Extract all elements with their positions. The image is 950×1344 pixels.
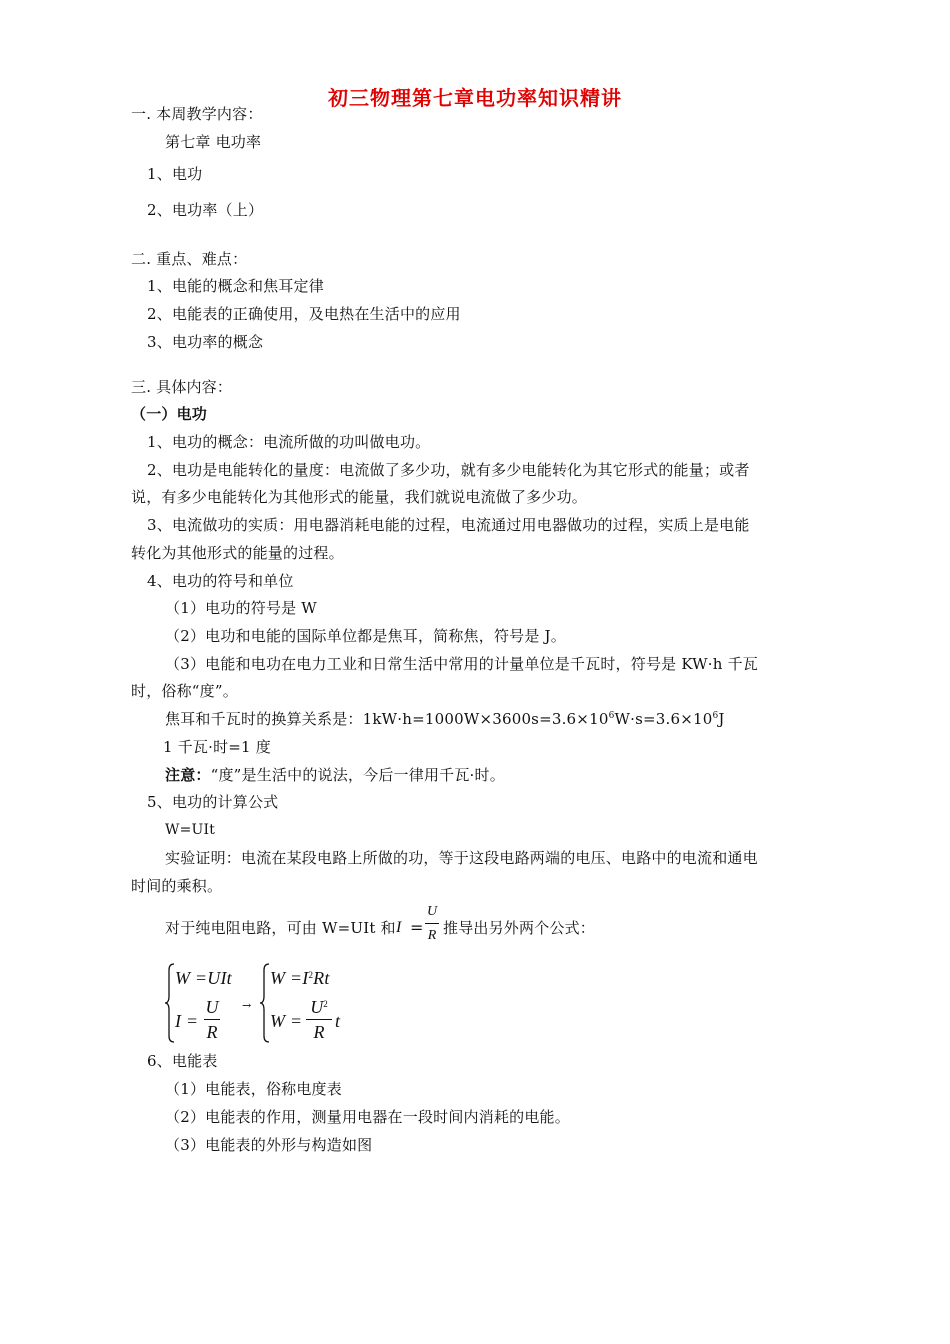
section-1-chapter: 第七章 电功率 xyxy=(165,133,262,151)
paragraph: 对于纯电阻电路，可由 W=UIt 和 xyxy=(165,919,396,937)
fraction-denominator: R xyxy=(313,1022,325,1042)
arrow-icon: → xyxy=(242,999,252,1012)
equation-part: Rt xyxy=(313,968,330,988)
paragraph: 1、电功的概念：电流所做的功叫做电功。 xyxy=(147,433,431,451)
paragraph: （2）电能表的作用，测量用电器在一段时间内消耗的电能。 xyxy=(165,1108,570,1126)
fraction-bar xyxy=(425,923,439,924)
exponent: 6 xyxy=(712,711,719,721)
paragraph: 2、电功是电能转化的量度：电流做了多少功，就有多少电能转化为其它形式的能量；或者 xyxy=(147,461,750,479)
paragraph: 5、电功的计算公式 xyxy=(147,793,279,811)
equation-w-uit: W =UIt xyxy=(175,968,232,988)
equation-i-lhs: I = xyxy=(175,1011,199,1031)
section-2-heading: 二. 重点、难点： xyxy=(131,250,248,268)
paragraph: 时，俗称“度”。 xyxy=(131,682,238,700)
paragraph: 3、电流做功的实质：用电器消耗电能的过程，电流通过用电器做功的过程，实质上是电能 xyxy=(147,516,750,534)
fraction-numerator: U xyxy=(205,997,219,1017)
math-operator: = xyxy=(410,918,424,937)
fraction-numerator: U xyxy=(426,904,438,919)
section-2-item: 3、电功率的概念 xyxy=(147,333,264,351)
paragraph: 说，有多少电能转化为其他形式的能量，我们就说电流做了多少功。 xyxy=(131,488,588,506)
conversion-text: W·s=3.6×10 xyxy=(614,710,713,728)
fraction-bar xyxy=(204,1019,220,1020)
subsection-heading: （一）电功 xyxy=(131,405,208,423)
paragraph: （1）电功的符号是 W xyxy=(165,599,317,617)
note-text: “度”是生活中的说法，今后一律用千瓦·时。 xyxy=(210,766,505,784)
equation-part: W =I xyxy=(270,968,309,988)
document-title: 初三物理第七章电功率知识精讲 xyxy=(328,86,622,110)
paragraph: （1）电能表，俗称电度表 xyxy=(165,1080,342,1098)
paragraph: 实验证明：电流在某段电路上所做的功，等于这段电路两端的电压、电路中的电流和通电 xyxy=(165,849,758,867)
paragraph: （3）电能和电功在电力工业和日常生活中常用的计量单位是千瓦时，符号是 KW·h 千瓦 xyxy=(165,655,759,673)
note-line xyxy=(165,765,505,785)
paragraph: 时间的乘积。 xyxy=(131,877,223,895)
section-2-item: 2、电能表的正确使用，及电热在生活中的应用 xyxy=(147,305,461,323)
numerator-u: U xyxy=(310,997,324,1017)
exponent: 6 xyxy=(608,711,615,721)
formula: W=UIt xyxy=(165,822,216,838)
paragraph: （2）电功和电能的国际单位都是焦耳，简称焦，符号是 J。 xyxy=(165,627,566,645)
note-label: 注意： xyxy=(165,766,211,784)
paragraph: 转化为其他形式的能量的过程。 xyxy=(131,544,344,562)
paragraph: （3）电能表的外形与构造如图 xyxy=(165,1136,373,1154)
equation-w-lhs: W = xyxy=(270,1011,303,1031)
fraction-bar xyxy=(306,1019,332,1020)
equation-t: t xyxy=(335,1011,341,1031)
fraction-numerator xyxy=(305,997,333,1017)
paragraph: 4、电功的符号和单位 xyxy=(147,572,294,590)
exponent: 2 xyxy=(323,999,328,1009)
conversion-line xyxy=(165,709,725,729)
fraction-denominator: R xyxy=(427,928,437,943)
paragraph: 推导出另外两个公式： xyxy=(443,919,596,937)
conversion-text: J xyxy=(718,710,725,728)
section-2-item: 1、电能的概念和焦耳定律 xyxy=(147,277,324,295)
paragraph: 1 千瓦·时=1 度 xyxy=(163,738,271,756)
exponent: 2 xyxy=(308,970,314,980)
section-1-item: 1、电功 xyxy=(147,165,203,183)
section-1-heading: 一. 本周教学内容： xyxy=(131,105,263,123)
section-3-heading: 三. 具体内容： xyxy=(131,378,233,396)
conversion-text: 焦耳和千瓦时的换算关系是：1kW·h=1000W×3600s=3.6×10 xyxy=(165,710,609,728)
equation-w-i2rt xyxy=(270,967,330,989)
section-1-item: 2、电功率（上） xyxy=(147,201,264,219)
fraction-denominator: R xyxy=(206,1022,218,1042)
paragraph: 6、电能表 xyxy=(147,1052,218,1070)
math-variable: I xyxy=(396,919,402,936)
